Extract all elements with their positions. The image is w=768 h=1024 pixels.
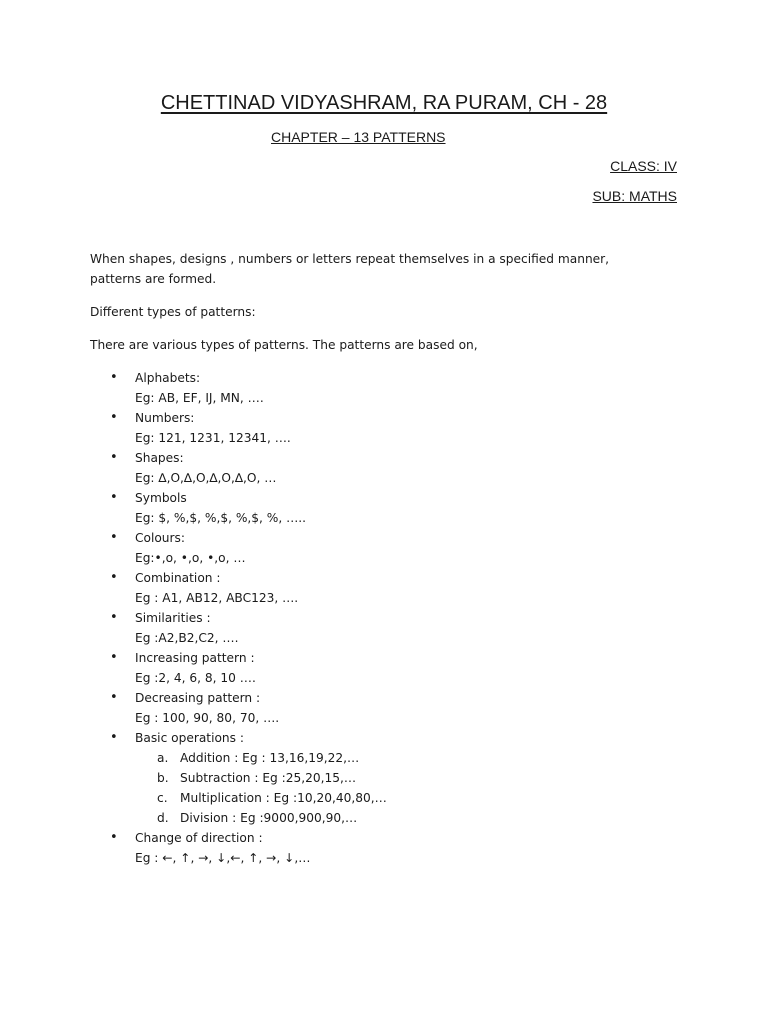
pattern-example: Eg : 100, 90, 80, 70, …. xyxy=(135,711,280,725)
pattern-example: Eg: ∆,O,∆,O,∆,O,∆,O, … xyxy=(135,471,277,485)
pattern-example: Eg :A2,B2,C2, …. xyxy=(135,631,239,645)
pattern-title: Similarities : xyxy=(135,611,211,625)
bullet-icon: • xyxy=(110,830,118,845)
operation-text: Subtraction : Eg :25,20,15,… xyxy=(180,771,357,785)
subject-label: SUB: MATHS xyxy=(592,188,677,204)
chapter-title: CHAPTER – 13 PATTERNS xyxy=(271,129,446,145)
operation-text: Addition : Eg : 13,16,19,22,… xyxy=(180,751,360,765)
list-item-decreasing xyxy=(90,688,690,728)
bullet-icon: • xyxy=(110,690,118,705)
pattern-title: Change of direction : xyxy=(135,831,263,845)
list-item-similarities xyxy=(90,608,690,648)
pattern-example: Eg:•,o, •,o, •,o, … xyxy=(135,551,246,565)
bullet-icon: • xyxy=(110,730,118,745)
list-item-combination xyxy=(90,568,690,608)
operation-marker: a. xyxy=(157,751,169,765)
bullet-icon: • xyxy=(110,490,118,505)
pattern-example: Eg: 121, 1231, 12341, …. xyxy=(135,431,291,445)
pattern-example: Eg : ←, ↑, →, ↓,←, ↑, →, ↓,… xyxy=(135,851,311,865)
operation-marker: b. xyxy=(157,771,169,785)
list-item-increasing xyxy=(90,648,690,688)
pattern-title: Decreasing pattern : xyxy=(135,691,261,705)
bullet-icon: • xyxy=(110,410,118,425)
pattern-example: Eg :2, 4, 6, 8, 10 …. xyxy=(135,671,256,685)
list-item-symbols xyxy=(90,488,690,528)
pattern-example: Eg: AB, EF, IJ, MN, …. xyxy=(135,391,264,405)
operations-list xyxy=(135,748,690,828)
list-item-basic-operations xyxy=(90,728,690,828)
school-title: CHETTINAD VIDYASHRAM, RA PURAM, CH - 28 xyxy=(160,92,608,114)
bullet-icon: • xyxy=(110,450,118,465)
list-item-alphabets xyxy=(90,368,690,408)
list-item-colours xyxy=(90,528,690,568)
pattern-title: Colours: xyxy=(135,531,185,545)
intro-paragraph: When shapes, designs , numbers or letters repeat themselves in a specified manner, patterns are formed. xyxy=(90,252,610,286)
operation-item xyxy=(135,768,690,788)
pattern-list xyxy=(90,368,690,868)
list-item-shapes xyxy=(90,448,690,488)
types-heading: Different types of patterns: xyxy=(90,305,256,319)
pattern-example: Eg : A1, AB12, ABC123, …. xyxy=(135,591,299,605)
operation-marker: d. xyxy=(157,811,169,825)
operation-marker: c. xyxy=(157,791,168,805)
pattern-title: Basic operations : xyxy=(135,731,244,745)
operation-item xyxy=(135,788,690,808)
bullet-icon: • xyxy=(110,530,118,545)
list-item-numbers xyxy=(90,408,690,448)
bullet-icon: • xyxy=(110,610,118,625)
bullet-icon: • xyxy=(110,650,118,665)
pattern-example: Eg: $, %,$, %,$, %,$, %, ….. xyxy=(135,511,307,525)
pattern-title: Numbers: xyxy=(135,411,195,425)
class-label: CLASS: IV xyxy=(610,158,677,174)
pattern-title: Alphabets: xyxy=(135,371,201,385)
operation-text: Multiplication : Eg :10,20,40,80,… xyxy=(180,791,387,805)
pattern-title: Combination : xyxy=(135,571,221,585)
operation-item xyxy=(135,808,690,828)
pattern-title: Symbols xyxy=(135,491,187,505)
bullet-icon: • xyxy=(110,570,118,585)
types-intro: There are various types of patterns. The patterns are based on, xyxy=(90,338,478,352)
bullet-icon: • xyxy=(110,370,118,385)
operation-item xyxy=(135,748,690,768)
pattern-title: Shapes: xyxy=(135,451,184,465)
operation-text: Division : Eg :9000,900,90,… xyxy=(180,811,358,825)
pattern-title: Increasing pattern : xyxy=(135,651,255,665)
list-item-change-of-direction xyxy=(90,828,690,868)
